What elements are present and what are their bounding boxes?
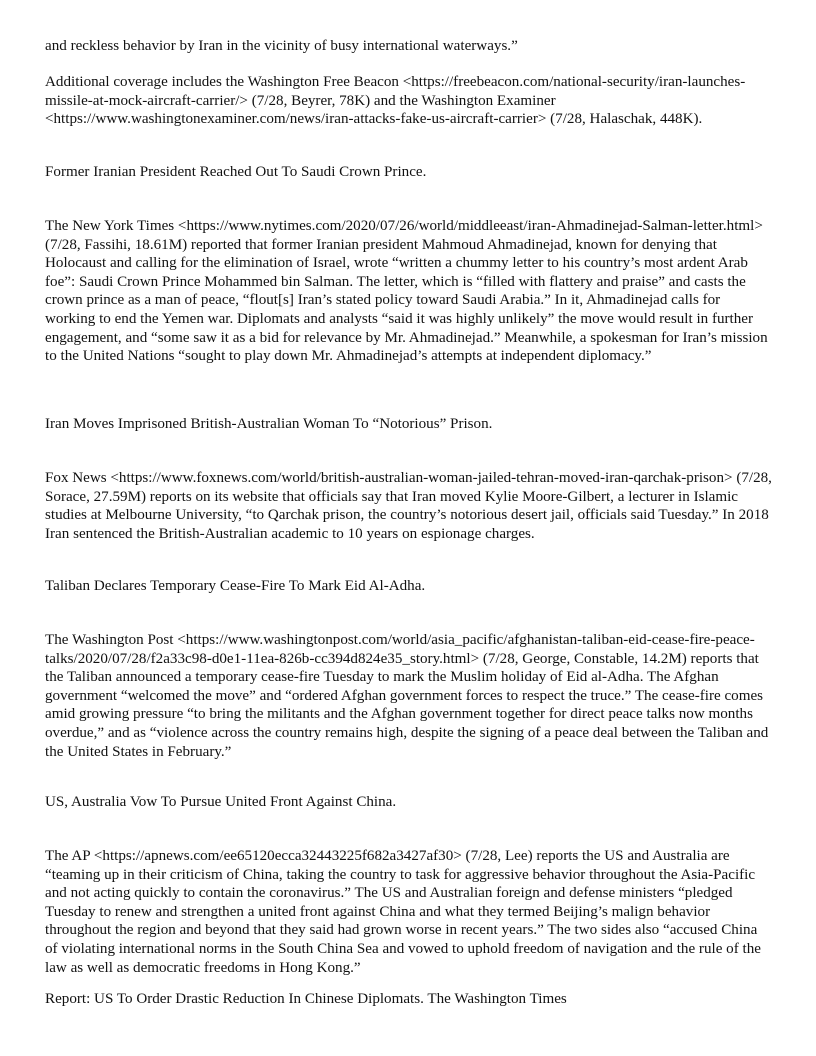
- headline-taliban-cease-fire: Taliban Declares Temporary Cease-Fire To Mark Eid Al-Adha.: [45, 578, 426, 594]
- paragraph-ap-us-australia: The AP <https://apnews.com/ee65120ecca32443225f682a3427af30> (7/28, Lee) reports the US and Australia are “teaming up in their criticism of China, taking the country to task for aggressive behavior throughout the Asia-Pacific and not acting quickly to contain the coronavirus.” The US and Australian foreign and defense ministers “pledged Tuesday to renew and strengthen a united front against China and what they termed Beijing’s malign behavior throughout the region and beyond that they said had grown worse in recent years.” The two sides also “accused China of violating international norms in the South China Sea and vowed to uphold freedom of navigation and the rule of the law as well as democratic freedoms in Hong Kong.”: [45, 848, 761, 976]
- headline-us-australia: US, Australia Vow To Pursue United Front Against China.: [45, 794, 397, 810]
- paragraph-fox-news-prisoner: Fox News <https://www.foxnews.com/world/british-australian-woman-jailed-tehran-moved-iran-qarchak-prison> (7/28, Sorace, 27.59M) reports on its website that officials say that Iran moved Kylie Moore-Gilbert, a lecturer in Islamic studies at Melbourne University, “to Qarchak prison, the country’s notorious desert jail, officials said Tuesday.” In 2018 Iran sentenced the British-Australian academic to 10 years on espionage charges.: [45, 470, 772, 542]
- paragraph-waterways-end: and reckless behavior by Iran in the vicinity of busy international waterways.”: [45, 38, 518, 54]
- headline-former-iranian-president: Former Iranian President Reached Out To Saudi Crown Prince.: [45, 164, 427, 180]
- paragraph-nyt-ahmadinejad: The New York Times <https://www.nytimes.com/2020/07/26/world/middleeast/iran-Ahmadinejad-Salman-letter.html> (7/28, Fassihi, 18.61M) reported that former Iranian president Mahmoud Ahmadinejad, known for denying that Holocaust and calling for the elimination of Israel, wrote “written a chummy letter to his country’s most ardent Arab foe”: Saudi Crown Prince Mohammed bin Salman. The letter, which is “filled with flattery and praise” and casts the crown prince as a man of peace, “flout[s] Iran’s stated policy toward Saudi Arabia.” In it, Ahmadinejad calls for working to end the Yemen war. Diplomats and analysts “said it was highly unlikely” the move would result in further engagement, and “some saw it as a bid for relevance by Mr. Ahmadinejad.” Meanwhile, a spokesman for Iran’s mission to the United Nations “sought to play down Mr. Ahmadinejad’s attempts at independent diplomacy.”: [45, 218, 768, 365]
- paragraph-wapo-taliban: The Washington Post <https://www.washingtonpost.com/world/asia_pacific/afghanistan-taliban-eid-cease-fire-peace-talks/2020/07/28/f2a33c98-d0e1-11ea-826b-cc394d824e35_story.html> (7/28, George, Constable, 14.2M) reports that the Taliban announced a temporary cease-fire Tuesday to mark the Muslim holiday of Eid al-Adha. The Afghan government “welcomed the move” and “ordered Afghan government forces to respect the truce.” The cease-fire comes amid growing pressure “to bring the militants and the Afghan government together for direct peace talks now months overdue,” and as “violence across the country remains high, despite the signing of a peace deal between the Taliban and the United States in February.”: [45, 632, 769, 760]
- paragraph-report-chinese-diplomats: Report: US To Order Drastic Reduction In Chinese Diplomats. The Washington Times: [45, 991, 567, 1007]
- paragraph-additional-coverage: Additional coverage includes the Washington Free Beacon <https://freebeacon.com/national-security/iran-launches-missile-at-mock-aircraft-carrier/> (7/28, Beyrer, 78K) and the Washington Examiner <https://www.washingtonexaminer.com/news/iran-attacks-fake-us-aircraft-carrier> (7/28, Halaschak, 448K).: [45, 74, 746, 128]
- headline-iran-moves-prisoner: Iran Moves Imprisoned British-Australian Woman To “Notorious” Prison.: [45, 416, 493, 432]
